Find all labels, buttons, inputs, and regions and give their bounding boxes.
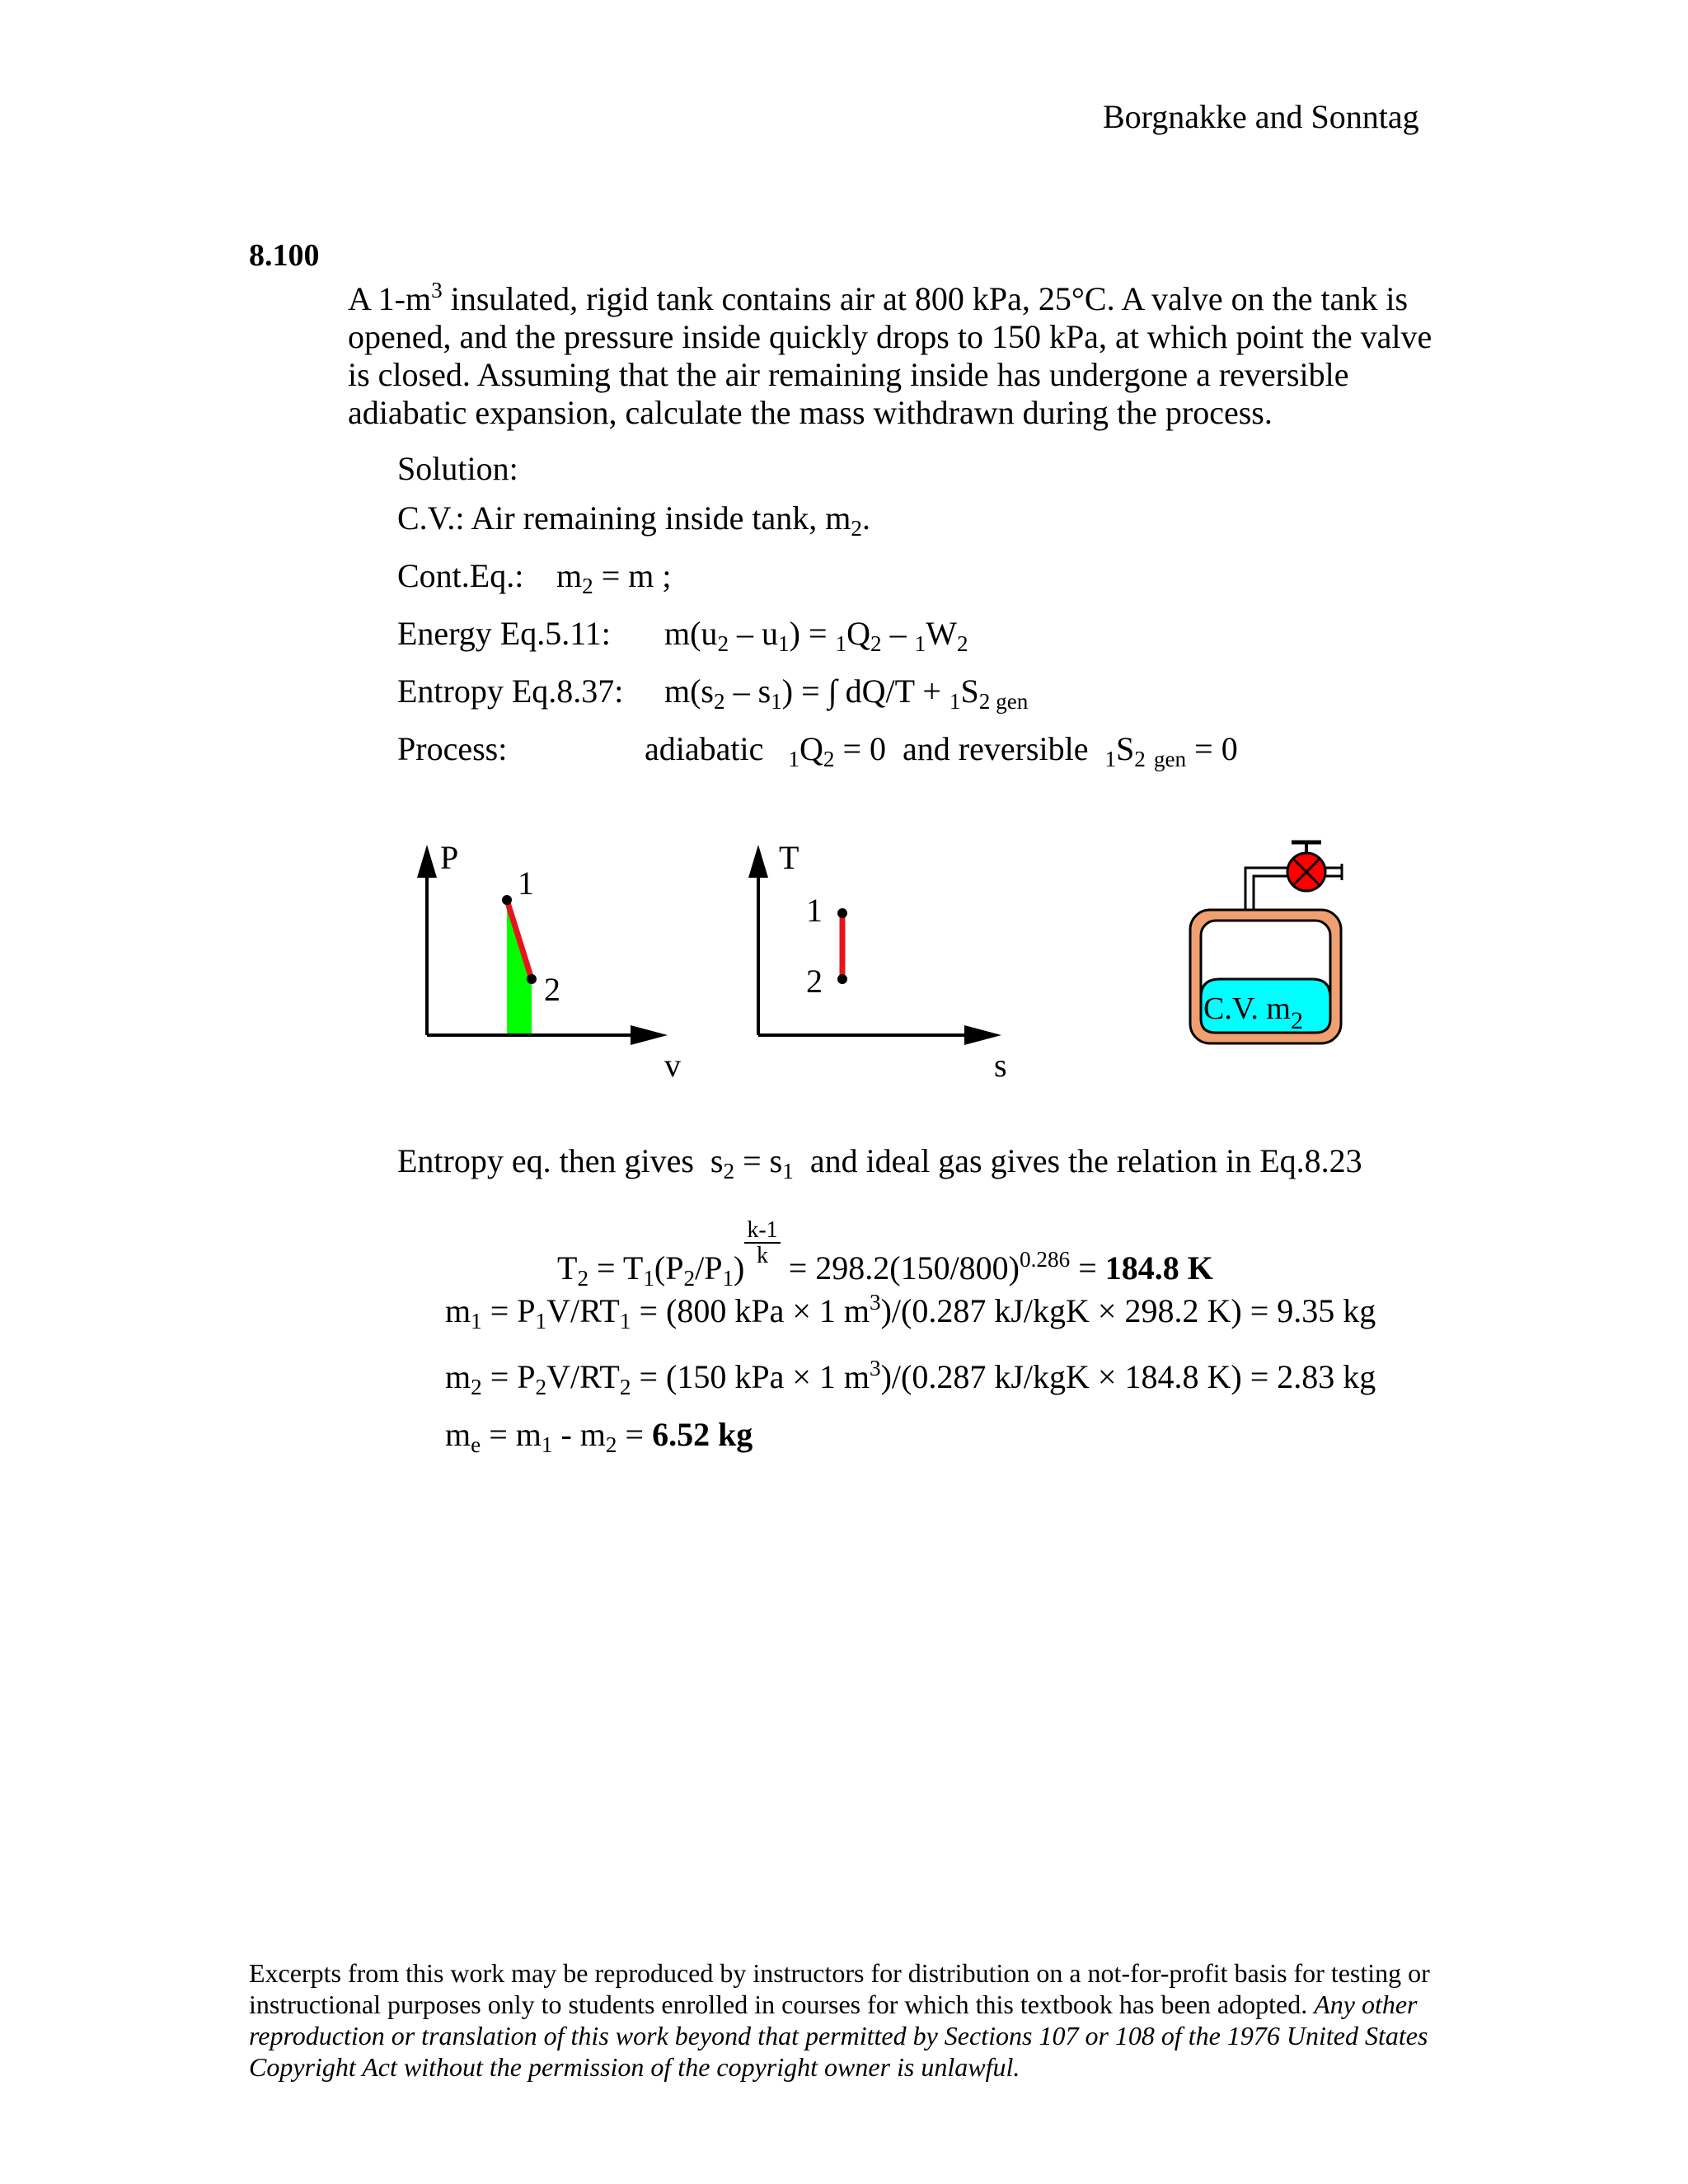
gen-subscript: gen	[1153, 747, 1187, 772]
ts-state2-dot	[837, 974, 847, 984]
problem-statement	[348, 280, 1461, 432]
ts-state1-dot	[837, 908, 847, 918]
pv-state2-label: 2	[544, 971, 560, 1008]
ts-y-arrow	[748, 845, 768, 878]
problem-text-rest: insulated, rigid tank contains air at 800 kPa, 25°C. A valve on the tank is opened, and the pressure inside quickly drops to 150 kPa, at which point the valve is closed. Assuming that the air remaining inside has undergone a reversible adiabatic expansion, calculate the mass withdrawn during the process.	[348, 280, 1432, 431]
cont-eq-sub: 2	[582, 574, 593, 599]
problem-text-superscript: 3	[431, 278, 443, 303]
entropy-result-line: Entropy eq. then gives $s_2 = s_1$ and ideal gas gives the relation in Eq.8.23	[397, 1142, 1362, 1184]
process-zero: = 0	[1194, 730, 1238, 767]
process-label: Process:	[397, 730, 508, 767]
entropy-label: Entropy Eq.8.37:	[397, 673, 624, 710]
ts-x-arrow	[964, 1025, 1001, 1045]
m2-mid: = (150 kPa × 1 m	[631, 1358, 870, 1395]
control-volume-line	[397, 499, 870, 541]
exponent-fraction	[744, 1218, 780, 1268]
t2-equation: $T_2 = T_1(P_2/P_1)$ $\frac{k-1}{k}$ = $298.2(150/800)^{0.286} = 184.8$ K	[557, 1217, 1213, 1291]
cv-subscript: 2	[851, 516, 862, 541]
cv-end: .	[861, 499, 870, 537]
t2-answer: 184.8 K	[1104, 1249, 1213, 1286]
footer-italic-text: Any other reproduction or translation of this work beyond that permitted by Sections 107 or 108 of the 1976 United States Copyright Act without the permission of the copyright owner is unlawful.	[249, 1990, 1428, 2082]
pipe-outer	[1245, 868, 1287, 910]
problem-text-start: A 1-m	[348, 280, 432, 317]
pv-state1-dot	[502, 895, 512, 905]
t2-exponent: 0.286	[1020, 1247, 1071, 1272]
footer-normal-text: Excerpts from this work may be reproduced by instructors for distribution on a not-for-profit basis for testing or instructional purposes only to students enrolled in courses for which this textbook has been adopted.	[249, 1958, 1430, 2019]
continuity-label: Cont.Eq.:	[397, 557, 524, 594]
continuity-equation	[556, 557, 672, 599]
tank-cv-subscript: 2	[1290, 1007, 1303, 1034]
m2-tail: /(0.287 kJ/kgK × 184.8 K) = 2.83 kg	[891, 1358, 1376, 1395]
entropy-result-text-a: Entropy eq. then gives	[397, 1142, 694, 1179]
pv-diagram	[417, 839, 681, 1084]
cont-eq-rest: = m ;	[593, 557, 672, 594]
t2-value: 298.2(150/800)	[815, 1249, 1020, 1286]
pv-state1-label: 1	[518, 865, 534, 902]
copyright-footer	[249, 1957, 1452, 2083]
process-diagrams	[0, 824, 1688, 1104]
process-conditions: adiabatic $_1Q_2 = 0$ and reversible $_1S_2$ $_{gen}$ = 0	[645, 730, 1238, 772]
process-reversible: and reversible	[903, 730, 1089, 767]
pipe-inner	[1254, 876, 1287, 910]
pv-x-label: v	[664, 1047, 681, 1084]
ts-state2-label: 2	[806, 963, 823, 1000]
entropy-result-text-b: and ideal gas gives the relation in Eq.8.23	[809, 1142, 1362, 1179]
page-header-authors: Borgnakke and Sonntag	[1103, 98, 1419, 135]
cv-text: C.V.: Air remaining inside tank, m	[397, 499, 851, 537]
m1-tail: /(0.287 kJ/kgK × 298.2 K) = 9.35 kg	[891, 1292, 1376, 1329]
pv-y-arrow	[417, 845, 437, 878]
pipe-outlet	[1325, 868, 1342, 876]
process-adiabatic: adiabatic	[645, 730, 764, 767]
pv-y-label: P	[440, 839, 459, 876]
m2-equation: $m_2 = P_2V/RT_2 = (150$ kPa × 1 $m^3)/(0.287$ kJ/kgK × 184.8 K) = 2.83 kg	[445, 1356, 1376, 1400]
fraction-denominator: k	[757, 1243, 769, 1269]
ts-y-label: T	[779, 839, 799, 876]
m1-equation: $m_1 = P_1V/RT_1 = (800$ kPa × 1 $m^3)/(0.287$ kJ/kgK × 298.2 K) = 9.35 kg	[445, 1290, 1376, 1334]
energy-label: Energy Eq.5.11:	[397, 615, 611, 652]
me-answer: 6.52 kg	[652, 1416, 753, 1453]
ts-state1-label: 1	[806, 892, 823, 929]
energy-equation: $m(u_2 - u_1) = _1Q_2 - _1W_2$	[664, 615, 968, 657]
solution-heading: Solution:	[397, 450, 518, 487]
tank-cv-text: C.V. m	[1203, 991, 1291, 1026]
cont-eq-m: m	[556, 557, 583, 594]
tank-diagram	[1190, 842, 1342, 1043]
pv-state2-dot	[527, 974, 537, 984]
fraction-numerator: k-1	[744, 1218, 780, 1244]
ts-x-label: s	[994, 1047, 1007, 1084]
entropy-equation: $m(s_2 - s_1)$ = ∫ $dQ/T + _1S_{2 gen}$	[664, 673, 1029, 715]
me-equation: $m_e = m_1 - m_2 = 6.52$ kg	[445, 1416, 753, 1458]
ts-diagram	[748, 839, 1007, 1084]
problem-number: 8.100	[249, 238, 320, 273]
m1-mid: = (800 kPa × 1 m	[631, 1292, 870, 1329]
pv-x-arrow	[631, 1025, 668, 1045]
